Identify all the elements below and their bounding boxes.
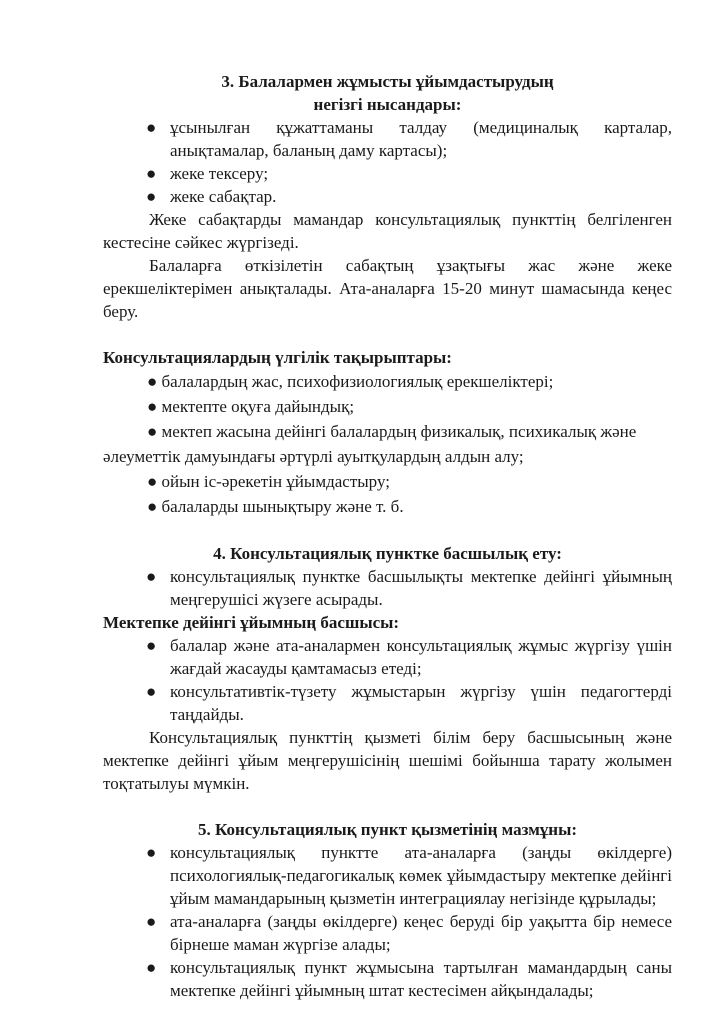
list-item: ● балаларды шынықтыру және т. б. <box>147 497 404 516</box>
spacer <box>103 323 672 346</box>
list-item-continuation: әлеуметтік дамуындағы әртүрлі ауытқулардың алдын алу; <box>103 447 524 466</box>
bullet-icon: ● <box>147 472 158 491</box>
list-item: ● ұсынылған құжаттаманы талдау (медициналық карталар, анықтамалар, баланың даму картасы); <box>146 118 672 160</box>
section-5-title: 5. Консультациялық пункт қызметінің мазмұны: <box>197 820 578 839</box>
list-item: ● консультациялық пунктке басшылықты мектепке дейінгі ұйымның меңгерушісі жүзеге асырады. <box>146 567 672 609</box>
section-4-sub-bullet-list <box>103 634 672 726</box>
list-item: ● балалар және ата-аналармен консультациялық жұмыс жүргізу үшін жағдай жасауды қамтамасыз етеді; <box>146 636 672 678</box>
list-item: ● мектепте оқуға дайындық; <box>147 397 355 416</box>
bullet-icon: ● <box>146 567 157 586</box>
section-3-title-line-2: негізгі нысандары: <box>313 95 462 114</box>
list-item: ● консультативтік-түзету жұмыстарын жүргізу үшін педагогтерді таңдайды. <box>146 682 672 724</box>
bullet-icon: ● <box>146 958 157 977</box>
section-3-title-line-1: 3. Балалармен жұмысты ұйымдастырудың <box>221 72 554 91</box>
list-item: ● консультациялық пунктте ата-аналарға (заңды өкілдерге) психологиялық-педагогикалық көмек ұйымдастыру мектепке дейінгі ұйым мамандарының қызметін интеграциялау негізінде құрылады; <box>146 843 672 908</box>
spacer <box>103 519 672 542</box>
paragraph: Балаларға өткізілетін сабақтың ұзақтығы жас және жеке ерекшеліктерімен анықталады. Ата-аналарға 15-20 минут шамасында кеңес беру. <box>103 256 672 321</box>
bullet-icon: ● <box>146 843 157 862</box>
bullet-icon: ● <box>146 912 157 931</box>
bullet-icon: ● <box>146 118 157 137</box>
list-item: ● ойын іс-әрекетін ұйымдастыру; <box>147 472 390 491</box>
section-3-bullet-list <box>103 116 672 208</box>
section-4-subtitle: Мектепке дейінгі ұйымның басшысы: <box>103 613 400 632</box>
bullet-icon: ● <box>147 497 158 516</box>
bullet-icon: ● <box>146 187 157 206</box>
bullet-icon: ● <box>147 422 158 441</box>
section-5-bullet-list <box>103 841 672 1002</box>
paragraph: Консультациялық пункттің қызметі білім беру басшысының және мектепке дейінгі ұйым меңгерушісінің шешімі бойынша тарату жолымен тоқтатылуы мүмкін. <box>103 728 672 793</box>
list-item: ● балалардың жас, психофизиологиялық ерекшеліктері; <box>147 372 554 391</box>
bullet-icon: ● <box>146 682 157 701</box>
list-item: ● консультациялық пункт жұмысына тартылған мамандардың саны мектепке дейінгі ұйымның штат кестесімен айқындалады; <box>146 958 672 1000</box>
list-item: ● мектеп жасына дейінгі балалардың физикалық, психикалық және <box>147 422 637 441</box>
bullet-icon: ● <box>147 372 158 391</box>
document-page <box>103 70 672 1002</box>
spacer <box>103 795 672 818</box>
list-item: ● жеке тексеру; <box>146 164 269 183</box>
paragraph: Жеке сабақтарды мамандар консультациялық пункттің белгіленген кестесіне сәйкес жүргізеді. <box>103 210 672 252</box>
bullet-icon: ● <box>146 164 157 183</box>
list-item: ● жеке сабақтар. <box>146 187 277 206</box>
bullet-icon: ● <box>147 397 158 416</box>
section-4-title: 4. Консультациялық пунктке басшылық ету: <box>213 544 562 563</box>
list-item: ● ата-аналарға (заңды өкілдерге) кеңес беруді бір уақытта бір немесе бірнеше маман жүргізе алады; <box>146 912 672 954</box>
bullet-icon: ● <box>146 636 157 655</box>
section-4-bullet-list <box>103 565 672 611</box>
topics-title: Консультациялардың үлгілік тақырыптары: <box>103 348 452 367</box>
topics-list <box>103 369 672 519</box>
